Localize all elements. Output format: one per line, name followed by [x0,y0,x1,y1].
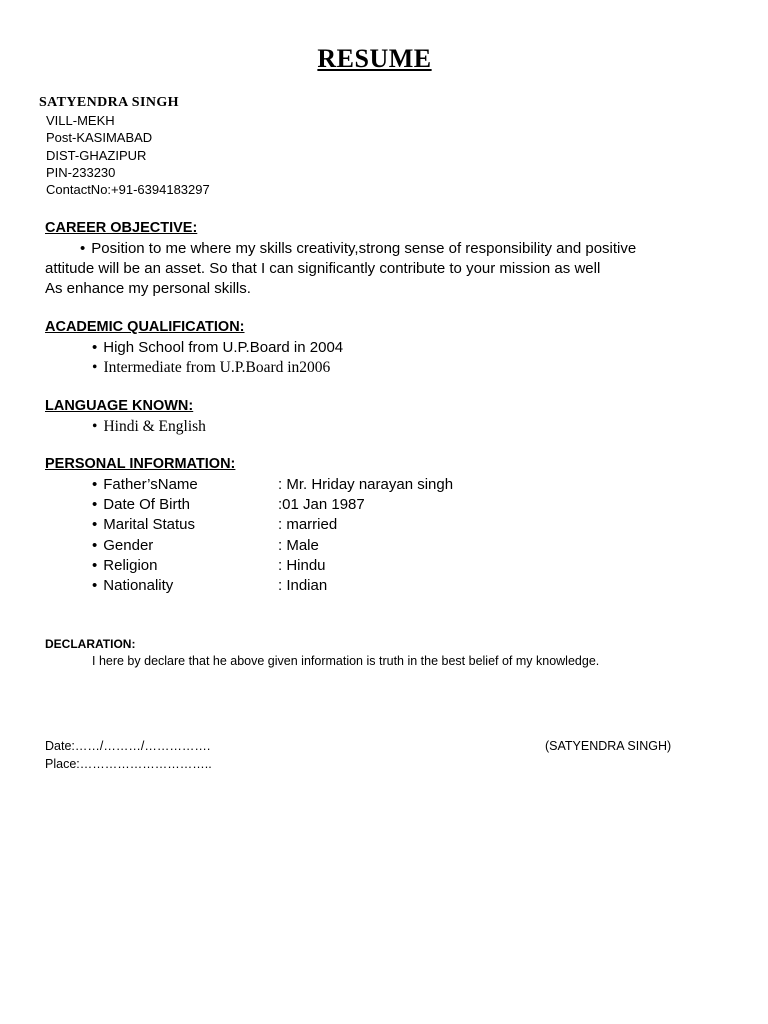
personal-value-father: : Mr. Hriday narayan singh [278,476,454,493]
address-pin: PIN-233230 [46,165,116,180]
personal-value-marital: : married [278,516,338,533]
career-objective-line-1: • Position to me where my skills creativity,strong sense of responsibility and positive [80,240,636,257]
personal-label-father: • Father’sName [92,476,198,493]
academic-item-intermediate: • Intermediate from U.P.Board in2006 [92,359,330,377]
resume-title: RESUME [317,44,432,73]
career-objective-line-2: attitude will be an asset. So that I can significantly contribute to your mission as well [45,260,601,277]
address-contact: ContactNo:+91-6394183297 [46,182,210,197]
personal-label-gender: • Gender [92,537,153,554]
personal-value-nationality: : Indian [278,577,328,594]
career-objective-heading: CAREER OBJECTIVE: [45,220,198,236]
academic-item-high-school: • High School from U.P.Board in 2004 [92,339,343,356]
signature-name: (SATYENDRA SINGH) [545,739,672,753]
address-district: DIST-GHAZIPUR [46,148,147,163]
personal-label-dob: • Date Of Birth [92,496,190,513]
date-line: Date:……/………/……………. [45,739,211,753]
personal-label-marital: • Marital Status [92,516,195,533]
personal-value-religion: : Hindu [278,557,326,574]
personal-value-dob: :01 Jan 1987 [278,496,365,513]
personal-label-nationality: • Nationality [92,577,173,594]
address-post: Post-KASIMABAD [46,130,153,145]
applicant-name: SATYENDRA SINGH [39,95,179,110]
career-objective-line-3: As enhance my personal skills. [45,280,251,297]
declaration-heading: DECLARATION: [45,637,136,651]
place-line: Place:………………………….. [45,757,212,771]
language-item: • Hindi & English [92,418,206,436]
personal-value-gender: : Male [278,537,319,554]
language-heading: LANGUAGE KNOWN: [45,398,194,414]
personal-label-religion: • Religion [92,557,157,574]
academic-heading: ACADEMIC QUALIFICATION: [45,319,245,335]
personal-heading: PERSONAL INFORMATION: [45,456,236,472]
address-village: VILL-MEKH [46,113,115,128]
declaration-text: I here by declare that he above given information is truth in the best belief of my knowledge. [92,654,600,668]
